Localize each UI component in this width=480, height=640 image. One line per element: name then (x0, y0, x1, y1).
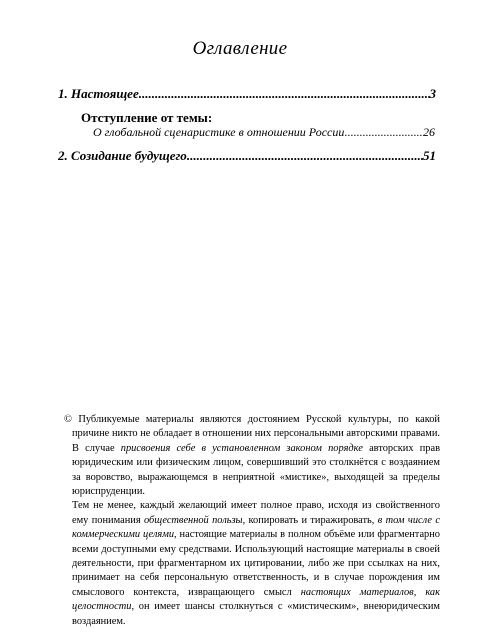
notice-emphasis: настоящих материалов, как целостности (72, 586, 440, 613)
toc-entry-label: 1. Настоящее (58, 86, 139, 101)
toc-leader-dots (344, 125, 423, 140)
notice-text: © Публикуемые материалы являются достоянием Русской культуры, по какой причине никто не обладает в отношении них персональными авторскими правами. В случае (64, 414, 440, 454)
notice-paragraph-2 (58, 499, 440, 629)
notice-text: , копировать и тиражировать, (242, 514, 378, 526)
notice-paragraph-1 (58, 413, 440, 499)
notice-text: , настоящие материалы в полном объёме или фрагментарно всеми доступными ему средствами. Использующий настоящие материалы в своей деятельности, при фрагментарном их цитировании, либо же при ссылках на них, принимает на себя персональную ответственность, и в случае порождения им смыслового контекста, извращающего смысл (72, 529, 441, 598)
toc-entry-page: 26 (423, 125, 435, 139)
notice-emphasis: общественной пользы (143, 514, 243, 526)
toc-entry-label: О глобальной сценаристике в отношении России (93, 125, 345, 139)
notice-emphasis: присвоения себе в установленном законом порядке (120, 442, 363, 454)
notice-emphasis: в том числе с коммерческими целями (72, 514, 440, 541)
toc-leader-dots (187, 148, 423, 164)
toc-digression-heading: Отступление от темы: (81, 110, 213, 125)
notice-text: авторских прав юридическим или физическим лицом, совершивший это столкнётся с воздаянием за воровство, выражающемся в неприятной «мистике», выходящей за пределы юриспруденции. (72, 442, 440, 498)
toc-entry-label: 2. Созидание будущего (58, 148, 187, 163)
toc-entry-future[interactable] (58, 148, 436, 164)
toc-entry-page: 3 (429, 86, 436, 101)
toc-entry-present[interactable] (58, 86, 436, 102)
notice-text: Тем не менее, каждый желающий имеет полное право, исходя из свойственного ему понимания (72, 500, 440, 526)
page-title: Оглавление (192, 38, 288, 59)
toc-entry-digression[interactable] (93, 125, 435, 140)
toc-leader-dots (139, 86, 430, 102)
notice-text: , он имеет шансы столкнуться с «мистическим», внеюридическим воздаянием. (72, 601, 440, 627)
toc-entry-page: 51 (423, 148, 436, 163)
copyright-notice (58, 413, 440, 629)
